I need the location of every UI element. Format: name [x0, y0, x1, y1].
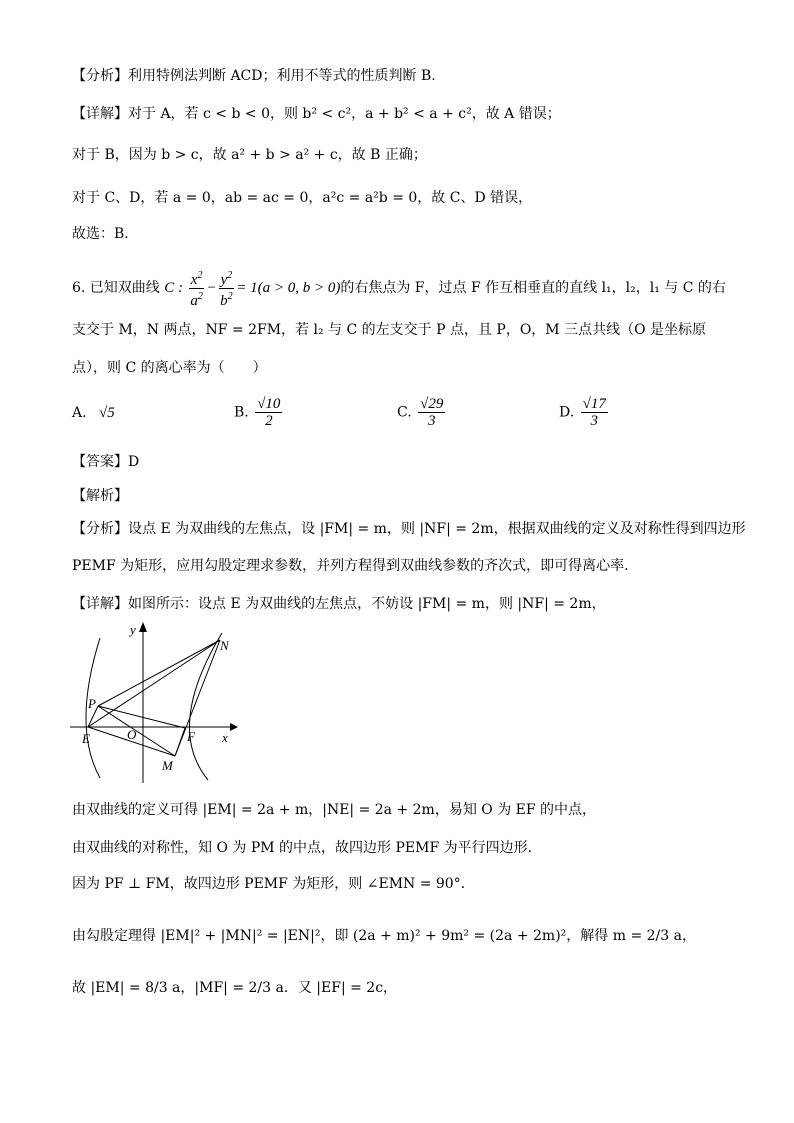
answer-line: 【答案】D — [72, 454, 140, 470]
sym-line: 由双曲线的对称性，知 O 为 PM 的中点，故四边形 PEMF 为平行四边形． — [72, 840, 542, 856]
label-M: M — [162, 758, 173, 773]
segment-MN — [175, 640, 220, 756]
jiexi-line: 【解析】 — [72, 488, 128, 504]
q6-rest: 的右焦点为 F，过点 F 作互相垂直的直线 l₁，l₂，l₁ 与 C 的右 — [340, 279, 726, 296]
q6-intro: 6. 已知双曲线 — [72, 279, 160, 296]
choice-b[interactable]: B. $\frac{√10}{2}$ — [234, 396, 281, 429]
perp-line: 因为 PF ⊥ FM，故四边形 PEMF 为矩形，则 ∠EMN = 90°． — [72, 876, 475, 892]
segment-FM — [175, 728, 185, 756]
label-F: F — [187, 729, 195, 744]
line-cd: 对于 C、D，若 a = 0，ab = ac = 0，a²c = a²b = 0，故 C、D 错误， — [72, 190, 533, 206]
segment-EN — [88, 640, 220, 727]
x-arrow — [230, 723, 238, 731]
label-N: N — [220, 638, 229, 653]
label-E: E — [82, 731, 90, 746]
detail-prev: 【详解】对于 A，若 c < b < 0，则 b² < c²，a + b² < a + c²，故 A 错误； — [72, 106, 561, 122]
segment-PF — [98, 706, 185, 728]
analysis-a: 【分析】设点 E 为双曲线的左焦点，设 |FM| = m，则 |NF| = 2m，根据双曲线的定义及对称性得到四边形 — [72, 521, 746, 537]
analysis-b: PEMF 为矩形，应用勾股定理求参数，并列方程得到双曲线参数的齐次式，即可得离心率. — [72, 558, 629, 574]
q6-line3: 点），则 C 的离心率为（ ） — [72, 360, 267, 376]
def-line: 由双曲线的定义可得 |EM| = 2a + m，|NE| = 2a + 2m，易知 O 为 EF 的中点， — [72, 802, 597, 818]
q6-line1 — [72, 268, 726, 309]
y-arrow — [139, 622, 147, 632]
hyperbola-figure — [70, 618, 250, 783]
detail-a: 【详解】如图所示：设点 E 为双曲线的左焦点，不妨设 |FM| = m，则 |NF| = 2m， — [72, 596, 606, 612]
label-x: x — [222, 730, 228, 745]
choice-c[interactable]: C. $\frac{√29}{3}$ — [397, 396, 444, 429]
choice-d[interactable]: D. $\frac{√17}{3}$ — [559, 396, 606, 429]
analysis-prev: 【分析】利用特例法判断 ACD；利用不等式的性质判断 B. — [72, 68, 436, 84]
hyperbola-equation: C : $\frac{x^2}{a^2}$ − $\frac{y^2}{b^2}$ = 1(a > 0, b > 0) — [164, 270, 341, 309]
choice-a[interactable]: A. √5 — [72, 405, 115, 421]
label-O: O — [127, 727, 137, 742]
q6-line2: 支交于 M，N 两点，NF = 2FM，若 l₂ 与 C 的左支交于 P 点，且 P，O，M 三点共线（O 是坐标原 — [72, 322, 707, 338]
last-line: 故 |EM| = 8/3 a，|MF| = 2/3 a．又 |EF| = 2c， — [72, 980, 398, 996]
choose-line: 故选：B． — [72, 226, 139, 242]
segment-PM — [98, 706, 175, 756]
label-y: y — [130, 622, 136, 637]
pyth-line: 由勾股定理得 |EM|² + |MN|² = |EN|²，即 (2a + m)² + 9m² = (2a + 2m)²，解得 m = 2/3 a， — [72, 928, 696, 944]
label-P: P — [88, 696, 96, 711]
line-b: 对于 B，因为 b > c，故 a² + b > a² + c，故 B 正确； — [72, 147, 427, 163]
